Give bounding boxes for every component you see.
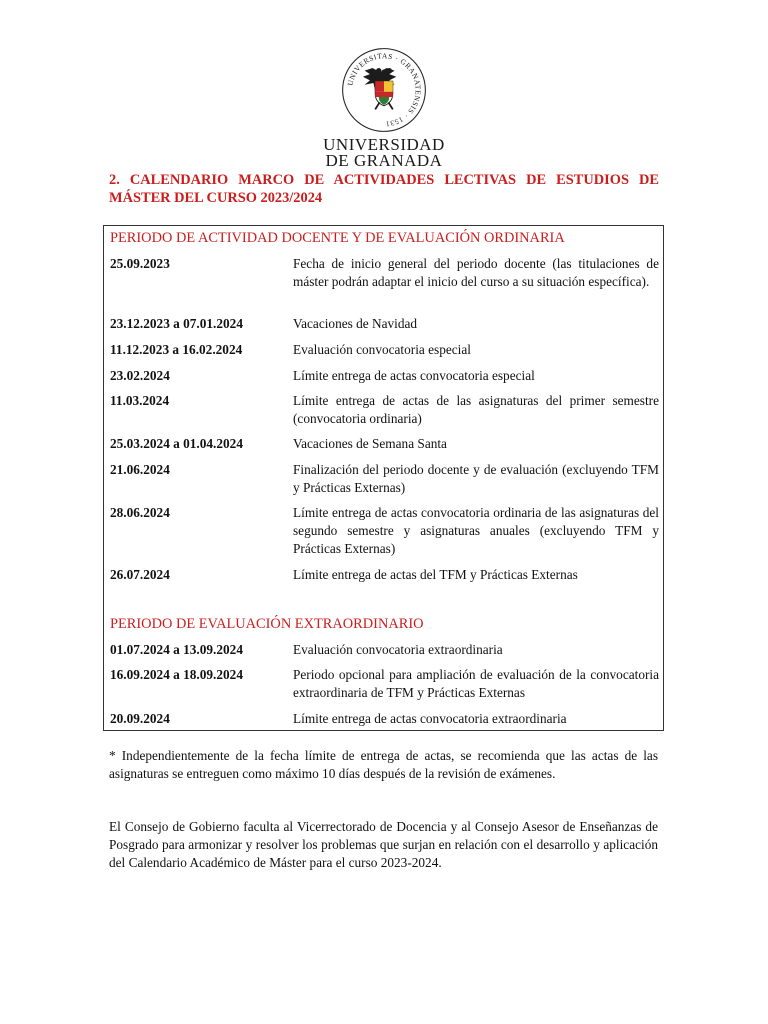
- row-description: Límite entrega de actas convocatoria extraordinaria: [293, 711, 567, 726]
- row-description: Vacaciones de Semana Santa: [293, 436, 447, 451]
- row-date: 26.07.2024: [110, 567, 170, 582]
- row-date: 23.12.2023 a 07.01.2024: [110, 316, 243, 331]
- row-date: 28.06.2024: [110, 505, 170, 520]
- section-title: 2. CALENDARIO MARCO DE ACTIVIDADES LECTIVAS DE ESTUDIOS DE MÁSTER DEL CURSO 2023/2024: [109, 172, 659, 206]
- calendar-table: [103, 225, 664, 731]
- university-name: [323, 137, 445, 169]
- row-date: 20.09.2024: [110, 711, 170, 726]
- row-date: 01.07.2024 a 13.09.2024: [110, 642, 243, 657]
- footnote: * Independientemente de la fecha límite de entrega de actas, se recomienda que las actas de las asignaturas se entreguen como máximo 10 días después de la revisión de exámenes.: [109, 748, 658, 781]
- row-date: 21.06.2024: [110, 462, 170, 477]
- row-description: Vacaciones de Navidad: [293, 316, 418, 331]
- university-logo: [0, 46, 768, 169]
- row-date: 25.09.2023: [110, 256, 170, 271]
- university-name-line1: UNIVERSIDAD: [323, 135, 445, 154]
- university-name-line2: DE GRANADA: [325, 151, 443, 170]
- row-date: 11.03.2024: [110, 393, 170, 408]
- row-description: Fecha de inicio general del periodo docente (las titulaciones de máster podrán adaptar el inicio del curso a su situación específica).: [293, 256, 659, 289]
- row-description: Evaluación convocatoria extraordinaria: [293, 642, 503, 657]
- row-description: Finalización del periodo docente y de evaluación (excluyendo TFM y Prácticas Externas): [293, 462, 659, 495]
- row-date: 23.02.2024: [110, 368, 170, 383]
- svg-text:UNIVERSITAS · GRANATENSIS · 15: UNIVERSITAS · GRANATENSIS · 1531: [345, 51, 423, 129]
- row-date: 11.12.2023 a 16.02.2024: [110, 342, 243, 357]
- row-description: Evaluación convocatoria especial: [293, 342, 471, 357]
- closing-paragraph: El Consejo de Gobierno faculta al Vicerrectorado de Docencia y al Consejo Asesor de Enseñanzas de Posgrado para armonizar y resolver los problemas que surjan en relación con el desarrollo y aplicación del Calendario Académico de Máster para el curso 2023-2024.: [109, 819, 658, 870]
- university-seal-icon: [340, 46, 428, 134]
- row-description: Límite entrega de actas convocatoria ordinaria de las asignaturas del segundo semestre y asignaturas anuales (excluyendo TFM y Prácticas Externas): [293, 505, 659, 556]
- period-heading-ordinary: PERIODO DE ACTIVIDAD DOCENTE Y DE EVALUACIÓN ORDINARIA: [110, 230, 565, 246]
- row-date: 25.03.2024 a 01.04.2024: [110, 436, 243, 451]
- row-description: Límite entrega de actas del TFM y Prácticas Externas: [293, 567, 578, 582]
- row-description: Periodo opcional para ampliación de evaluación de la convocatoria extraordinaria de TFM y Prácticas Externas: [293, 667, 659, 700]
- row-date: 16.09.2024 a 18.09.2024: [110, 667, 243, 682]
- row-description: Límite entrega de actas convocatoria especial: [293, 368, 535, 383]
- row-description: Límite entrega de actas de las asignaturas del primer semestre (convocatoria ordinaria): [293, 393, 659, 426]
- period-heading-extraordinary: PERIODO DE EVALUACIÓN EXTRAORDINARIO: [110, 616, 424, 632]
